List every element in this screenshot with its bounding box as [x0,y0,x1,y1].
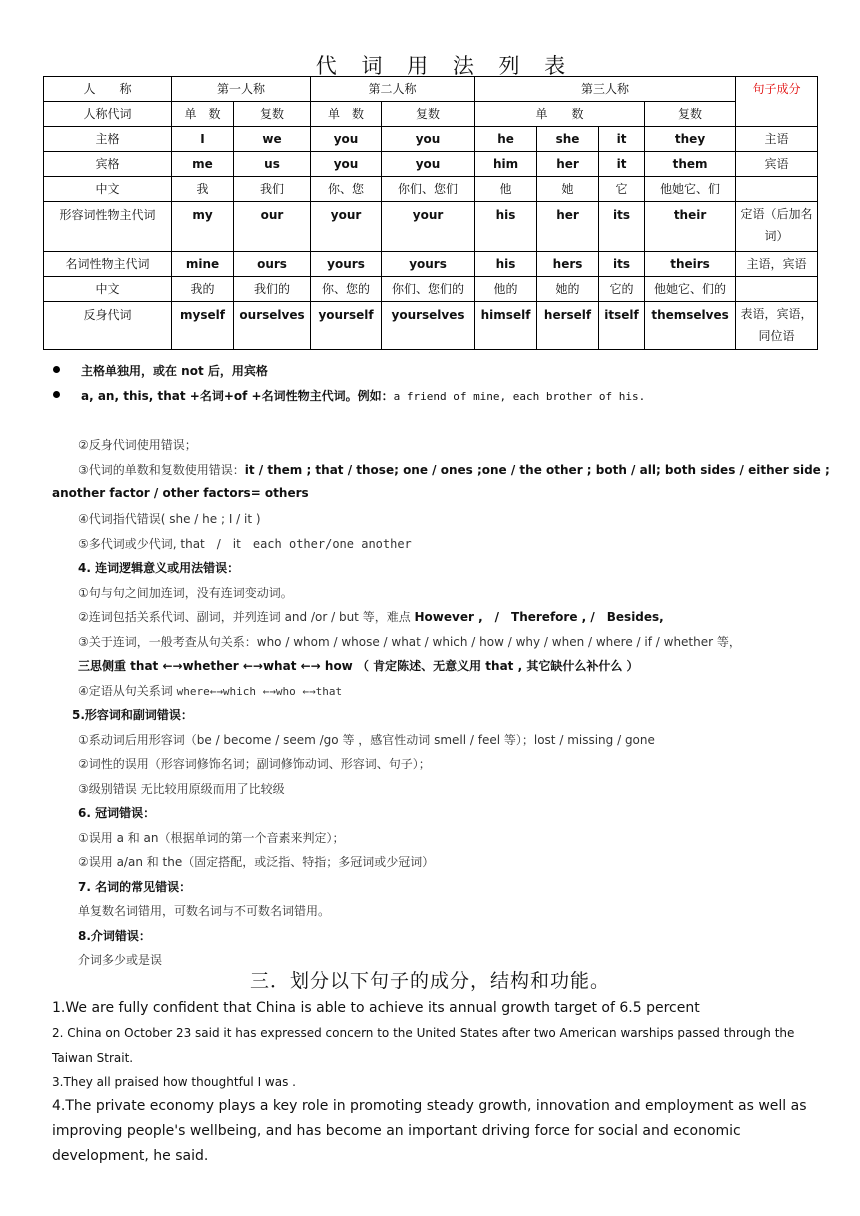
table-cell: mine [172,252,234,277]
table-row [44,252,818,277]
bullet-icon [53,391,60,398]
table-cell: it [599,152,645,177]
table-cell: you [382,127,475,152]
table-cell: my [172,202,234,252]
table-cell: you [382,152,475,177]
note-line: ②词性的误用（形容词修饰名词；副词修饰动词、形容词、句子）； [78,757,431,771]
table-row [44,202,818,252]
table-cell: our [234,202,311,252]
table-cell: 我们的 [234,277,311,302]
table-row [44,152,818,177]
table-cell: 你、您 [311,177,382,202]
table-cell: myself [172,302,234,350]
table-cell: themselves [645,302,736,350]
header-second-person: 第二人称 [311,77,475,102]
note-line: ③关于连词，一般考查从句关系：who / whom / whose / what / which / how / why / when / where / if / whether 等， [78,635,741,649]
header-singular: 单 数 [475,102,645,127]
role-cell: 主语，宾语 [736,252,818,277]
note-line: ④代词指代错误( she / he ; I / it ) [78,512,261,526]
table-cell: her [537,152,599,177]
header-singular: 单 数 [311,102,382,127]
note-mono: where←→which ←→who ←→that [176,685,343,698]
page-title: 代 词 用 法 列 表 [315,54,575,78]
table-cell: ourselves [234,302,311,350]
note-line: 三思侧重 that ←→whether ←→what ←→ how （ 肯定陈述、无意义用 that , 其它缺什么补什么 ） [78,659,639,673]
table-cell: yours [382,252,475,277]
header-personal-pronoun: 人称代词 [44,102,172,127]
table-row [44,302,818,350]
header-third-person: 第三人称 [475,77,736,102]
role-cell [736,177,818,202]
table-cell: she [537,127,599,152]
row-label: 宾格 [44,152,172,177]
table-cell: 我们 [234,177,311,202]
bullet-icon [53,366,60,373]
table-cell: 你们、您们的 [382,277,475,302]
note-text: ④定语从句关系词 [78,684,177,698]
exercise-sentence: 4.The private economy plays a key role in promoting steady growth, innovation and employment as well as improving people's wellbeing, and has become an important driving force for social and economic development, he said. [52,1098,807,1164]
note-mono: each other/one another [252,537,412,551]
table-cell: 他 [475,177,537,202]
bullet-note [81,387,645,404]
section-heading: 6. 冠词错误： [78,806,156,820]
section-heading: 7. 名词的常见错误： [78,880,192,894]
table-cell: 他她它、们的 [645,277,736,302]
table-cell: its [599,202,645,252]
note-line: ②反身代词使用错误； [78,438,197,452]
table-cell: me [172,152,234,177]
table-cell: yourselves [382,302,475,350]
table-cell: 它 [599,177,645,202]
bullet-text: a, an, this, that +名词+of +名词性物主代词。例如： [81,389,394,403]
section-heading: 5.形容词和副词错误： [72,708,193,722]
note-line: ①句与句之间加连词，没有连词变动词。 [78,586,293,600]
table-cell: you [311,127,382,152]
row-label: 中文 [44,277,172,302]
row-label: 中文 [44,177,172,202]
table-cell: 你、您的 [311,277,382,302]
note-line: 单复数名词错用，可数名词与不可数名词错用。 [78,904,331,918]
header-first-person: 第一人称 [172,77,311,102]
header-person: 人 称 [44,77,172,102]
role-cell: 主语 [736,127,818,152]
note-line [78,535,412,552]
row-label: 形容词性物主代词 [44,202,172,252]
table-cell: its [599,252,645,277]
note-bold: However , / Therefore , / Besides, [414,610,664,624]
table-cell: 你们、您们 [382,177,475,202]
row-label: 主格 [44,127,172,152]
note-line [78,682,342,699]
bullet-note: 主格单独用，或在 not 后，用宾格 [81,364,268,378]
row-label: 反身代词 [44,302,172,350]
table-cell: his [475,202,537,252]
row-label: 名词性物主代词 [44,252,172,277]
role-cell: 表语，宾语，同位语 [736,302,818,350]
table-cell: them [645,152,736,177]
note-line: 介词多少或是误 [78,953,163,967]
note-line [78,461,830,478]
section-three-title: 三．划分以下句子的成分，结构和功能。 [249,970,610,992]
note-line: ②误用 a/an 和 the（固定搭配，或泛指、特指；多冠词或少冠词） [78,855,435,869]
table-cell: they [645,127,736,152]
note-text: ⑤多代词或少代词, that / it [78,537,253,551]
role-cell [736,277,818,302]
table-cell: I [172,127,234,152]
exercise-sentence: 3.They all praised how thoughtful I was . [52,1075,296,1089]
note-line: ③级别错误 无比较用原级而用了比较级 [78,782,285,796]
table-cell: you [311,152,382,177]
table-cell: itself [599,302,645,350]
header-plural: 复数 [234,102,311,127]
table-cell: 我 [172,177,234,202]
table-cell: her [537,202,599,252]
table-cell: himself [475,302,537,350]
table-cell: yours [311,252,382,277]
table-cell: your [311,202,382,252]
note-bold: it / them ; that / those; one / ones ;one / the other ; both / all; both sides / either side ; [244,463,830,477]
table-cell: 他她它、们 [645,177,736,202]
table-cell: theirs [645,252,736,277]
table-row [44,277,818,302]
table-cell: 她的 [537,277,599,302]
table-cell: he [475,127,537,152]
table-cell: him [475,152,537,177]
exercise-sentence: 1.We are fully confident that China is able to achieve its annual growth target of 6.5 percent [52,1000,700,1016]
table-cell: herself [537,302,599,350]
table-cell: we [234,127,311,152]
section-heading: 8.介词错误： [78,929,151,943]
note-line: ①误用 a 和 an（根据单词的第一个音素来判定）； [78,831,345,845]
note-line [78,608,664,625]
table-cell: 它的 [599,277,645,302]
role-cell: 宾语 [736,152,818,177]
role-cell: 定语（后加名词） [736,202,818,252]
header-plural: 复数 [645,102,736,127]
table-cell: your [382,202,475,252]
note-text: ③代词的单数和复数使用错误： [78,463,245,477]
note-line: ①系动词后用形容词（be / become / seem /go 等 ，感官性动词 smell / feel 等）；lost / missing / gone [78,733,655,747]
table-cell: 她 [537,177,599,202]
header-sentence-role: 句子成分 [736,77,818,127]
section-heading: 4. 连词逻辑意义或用法错误： [78,561,240,575]
note-line: another factor / other factors= others [52,486,309,500]
table-cell: us [234,152,311,177]
table-cell: his [475,252,537,277]
table-cell: yourself [311,302,382,350]
table-cell: it [599,127,645,152]
table-cell: 我的 [172,277,234,302]
table-row [44,127,818,152]
table-cell: 他的 [475,277,537,302]
table-cell: ours [234,252,311,277]
table-cell: their [645,202,736,252]
table-row [44,177,818,202]
exercise-sentence: 2. China on October 23 said it has expressed concern to the United States after two American warships passed through the Taiwan Strait. [52,1026,795,1065]
header-plural: 复数 [382,102,475,127]
note-text: ②连词包括关系代词、副词，并列连词 and /or / but 等，难点 [78,610,415,624]
header-singular: 单 数 [172,102,234,127]
bullet-example: a friend of mine, each brother of his. [393,390,646,403]
pronoun-table [43,76,818,350]
table-cell: hers [537,252,599,277]
